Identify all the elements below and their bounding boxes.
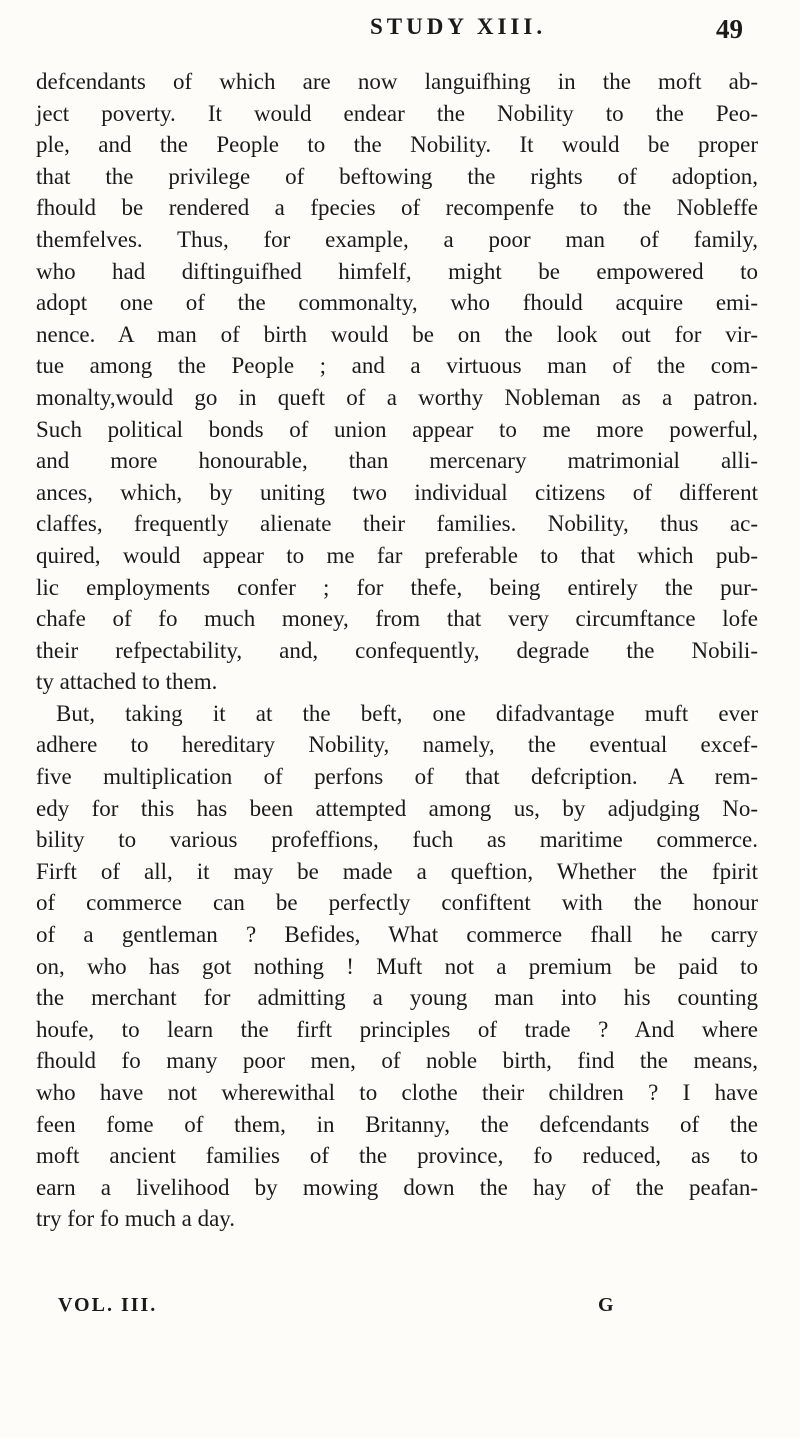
text-line: chafe of fo much money, from that very circumftance lofe [36, 606, 758, 632]
text-line: on, who has got nothing ! Muft not a premium be paid to [36, 953, 758, 979]
text-line: ty attached to them. [36, 669, 218, 695]
text-line: and more honourable, than mercenary matrimonial alli- [36, 448, 758, 474]
text-line: quired, would appear to me far preferable to that which pub- [36, 542, 758, 568]
text-line: lic employments confer ; for thefe, being entirely the pur- [36, 574, 758, 600]
text-line: But, taking it at the beft, one difadvantage muft ever [56, 700, 758, 726]
running-head: STUDY XIII. [370, 14, 547, 39]
volume-label: VOL. III. [58, 1294, 158, 1316]
text-line: five multiplication of perfons of that defcription. A rem- [36, 764, 758, 790]
body-text [36, 66, 758, 1235]
text-line: the merchant for admitting a young man into his counting [36, 985, 758, 1011]
text-line: ances, which, by uniting two individual citizens of different [36, 479, 758, 505]
text-line: houfe, to learn the firft principles of trade ? And where [36, 1016, 758, 1042]
text-line: fhould be rendered a fpecies of recompenfe to the Nobleffe [36, 195, 758, 221]
text-line: ple, and the People to the Nobility. It would be proper [36, 132, 758, 158]
text-line: fhould fo many poor men, of noble birth, find the means, [36, 1048, 758, 1074]
text-line: feen fome of them, in Britanny, the defcendants of the [36, 1111, 758, 1137]
text-line: of commerce can be perfectly confiftent with the honour [36, 890, 758, 916]
signature-mark: G [598, 1294, 616, 1316]
page-number: 49 [716, 14, 743, 44]
text-line: Firft of all, it may be made a queftion, Whether the fpirit [36, 858, 758, 884]
text-line: who had diftinguifhed himfelf, might be empowered to [36, 258, 758, 284]
text-line: themfelves. Thus, for example, a poor man of family, [36, 226, 758, 252]
text-line: earn a livelihood by mowing down the hay of the peafan- [36, 1174, 758, 1200]
text-line: who have not wherewithal to clothe their children ? I have [36, 1080, 758, 1105]
text-line: try for fo much a day. [36, 1206, 236, 1232]
text-line: moft ancient families of the province, fo reduced, as to [36, 1143, 758, 1169]
text-line: defcendants of which are now languifhing in the moft ab- [36, 69, 758, 94]
text-line: monalty,would go in queft of a worthy Nobleman as a patron. [36, 384, 758, 410]
text-line: their refpectability, and, confequently, degrade the Nobili- [36, 637, 758, 663]
text-line: nence. A man of birth would be on the look out for vir- [36, 321, 758, 347]
page-footer [58, 1294, 658, 1317]
text-line: claffes, frequently alienate their families. Nobility, thus ac- [36, 511, 758, 537]
text-line: ject poverty. It would endear the Nobility to the Peo- [36, 100, 758, 126]
text-line: tue among the People ; and a virtuous man of the com- [36, 353, 758, 379]
text-line: Such political bonds of union appear to me more powerful, [36, 416, 758, 442]
text-line: of a gentleman ? Befides, What commerce fhall he carry [36, 922, 758, 948]
text-line: that the privilege of beftowing the rights of adoption, [36, 163, 758, 189]
text-line: adhere to hereditary Nobility, namely, the eventual excef- [36, 732, 758, 758]
text-line: bility to various profeffions, fuch as maritime commerce. [36, 827, 758, 853]
text-line: edy for this has been attempted among us, by adjudging No- [36, 795, 758, 821]
text-line: adopt one of the commonalty, who fhould acquire emi- [36, 290, 758, 316]
